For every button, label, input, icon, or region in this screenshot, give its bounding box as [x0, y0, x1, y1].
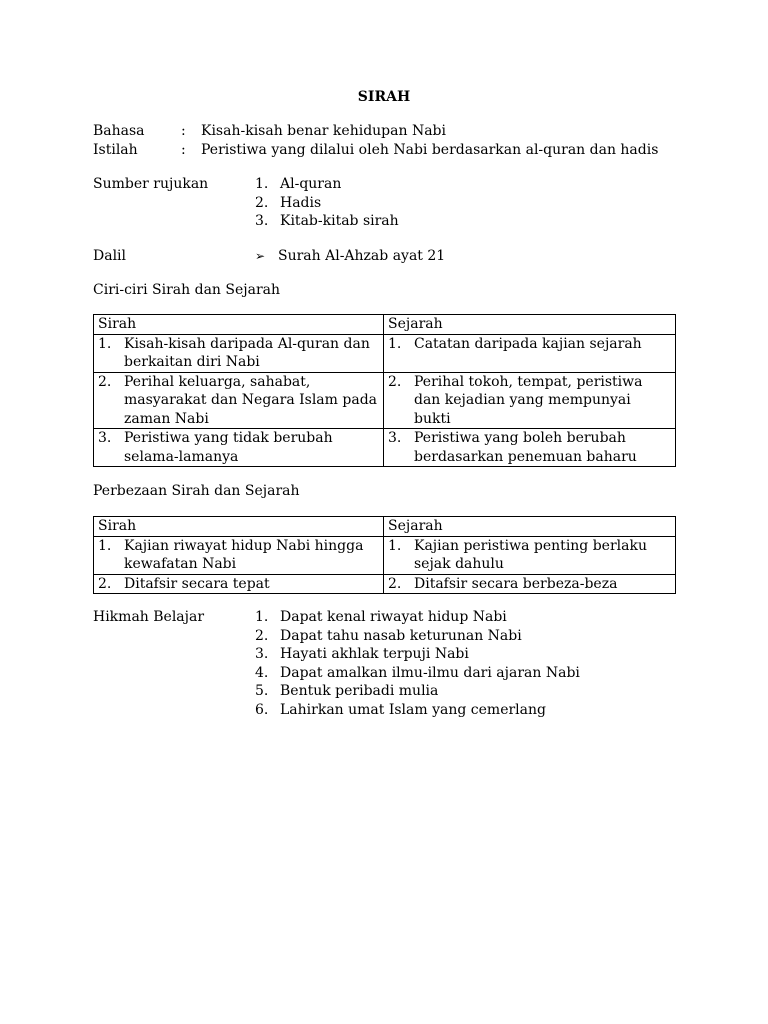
item-number: 2.: [388, 373, 402, 390]
sumber-rujukan-section: [93, 175, 399, 231]
dalil-section: [93, 247, 445, 266]
table-cell: [384, 574, 676, 594]
list-item: [255, 608, 580, 627]
list-number: 6.: [255, 701, 269, 718]
definition-istilah: [93, 141, 658, 160]
column-header-sirah: Sirah: [94, 315, 384, 335]
list-number: 5.: [255, 683, 269, 700]
table-cell: [94, 536, 384, 574]
list-item: [255, 701, 580, 720]
list-item: [255, 645, 580, 664]
item-text: Ditafsir secara berbeza-beza: [414, 575, 618, 592]
hikmah-list: [255, 608, 580, 720]
item-number: 1.: [388, 335, 402, 352]
table-cell: [94, 372, 384, 429]
list-number: 4.: [255, 664, 269, 681]
definition-colon: :: [181, 142, 186, 158]
list-text: Hadis: [280, 194, 322, 211]
dalil-list: [255, 247, 445, 266]
item-text: Kisah-kisah daripada Al-quran dan berkaitan diri Nabi: [124, 335, 370, 370]
ciri-table: [93, 314, 676, 467]
item-text: Peristiwa yang boleh berubah berdasarkan penemuan baharu: [414, 430, 637, 465]
definition-term: Bahasa: [93, 123, 145, 139]
item-text: Ditafsir secara tepat: [124, 575, 270, 592]
item-number: 1.: [388, 537, 402, 554]
column-header-sejarah: Sejarah: [384, 517, 676, 537]
definition-text: Peristiwa yang dilalui oleh Nabi berdasarkan al-quran dan hadis: [201, 142, 659, 158]
list-number: 3.: [255, 213, 269, 230]
item-number: 2.: [388, 575, 402, 592]
page-title: SIRAH: [357, 89, 411, 105]
table-cell: [384, 536, 676, 574]
perbezaan-heading: Perbezaan Sirah dan Sejarah: [93, 483, 300, 499]
list-item: [255, 212, 399, 231]
list-text: Lahirkan umat Islam yang cemerlang: [280, 701, 546, 718]
sumber-rujukan-label: Sumber rujukan: [93, 176, 209, 192]
list-number: 3.: [255, 646, 269, 663]
dalil-label: Dalil: [93, 248, 127, 264]
ciri-heading: Ciri-ciri Sirah dan Sejarah: [93, 282, 280, 298]
table-row: [94, 574, 676, 594]
column-header-sirah: Sirah: [94, 517, 384, 537]
list-item: [255, 175, 399, 194]
list-item: [255, 664, 580, 683]
table-row: [94, 429, 676, 467]
column-header-sejarah: Sejarah: [384, 315, 676, 335]
definition-bahasa: [93, 122, 658, 141]
table-cell: [384, 429, 676, 467]
list-item: [255, 247, 445, 266]
item-text: Catatan daripada kajian sejarah: [414, 335, 642, 352]
list-item: [255, 682, 580, 701]
list-text: Bentuk peribadi mulia: [280, 683, 439, 700]
table-cell: [94, 574, 384, 594]
definition-term: Istilah: [93, 142, 138, 158]
item-number: 1.: [98, 537, 112, 554]
item-number: 2.: [98, 373, 112, 390]
list-text: Dapat kenal riwayat hidup Nabi: [280, 609, 507, 625]
item-text: Perihal keluarga, sahabat, masyarakat dan Negara Islam pada zaman Nabi: [124, 373, 377, 427]
definition-text: Kisah-kisah benar kehidupan Nabi: [201, 123, 446, 139]
list-number: 2.: [255, 194, 269, 211]
sumber-rujukan-list: [255, 175, 399, 231]
item-number: 1.: [98, 335, 112, 352]
list-text: Dapat amalkan ilmu-ilmu dari ajaran Nabi: [280, 664, 580, 681]
item-text: Kajian riwayat hidup Nabi hingga kewafatan Nabi: [124, 537, 364, 572]
list-number: 1.: [255, 609, 269, 625]
item-number: 3.: [98, 430, 112, 446]
list-number: 1.: [255, 176, 269, 192]
table-header-row: [94, 517, 676, 537]
table-cell: [384, 334, 676, 372]
table-cell: [94, 334, 384, 372]
table-row: [94, 536, 676, 574]
list-text: Dapat tahu nasab keturunan Nabi: [280, 627, 522, 644]
arrow-bullet-icon: ➢: [255, 249, 266, 263]
item-text: Perihal tokoh, tempat, peristiwa dan kejadian yang mempunyai bukti: [414, 373, 643, 427]
hikmah-section: [93, 608, 580, 720]
list-number: 2.: [255, 627, 269, 644]
table-header-row: [94, 315, 676, 335]
perbezaan-table: [93, 516, 676, 594]
table-cell: [384, 372, 676, 429]
table-row: [94, 372, 676, 429]
list-text: Surah Al-Ahzab ayat 21: [278, 248, 446, 264]
table-cell: [94, 429, 384, 467]
list-text: Kitab-kitab sirah: [280, 213, 399, 230]
list-text: Hayati akhlak terpuji Nabi: [280, 646, 469, 663]
table-row: [94, 334, 676, 372]
item-text: Kajian peristiwa penting berlaku sejak dahulu: [414, 537, 647, 572]
item-text: Peristiwa yang tidak berubah selama-lamanya: [124, 430, 333, 465]
list-item: [255, 627, 580, 646]
hikmah-label: Hikmah Belajar: [93, 609, 205, 625]
list-item: [255, 194, 399, 213]
definitions: [93, 122, 658, 160]
list-text: Al-quran: [280, 176, 342, 192]
item-number: 2.: [98, 575, 112, 592]
definition-colon: :: [181, 123, 186, 139]
item-number: 3.: [388, 430, 402, 446]
